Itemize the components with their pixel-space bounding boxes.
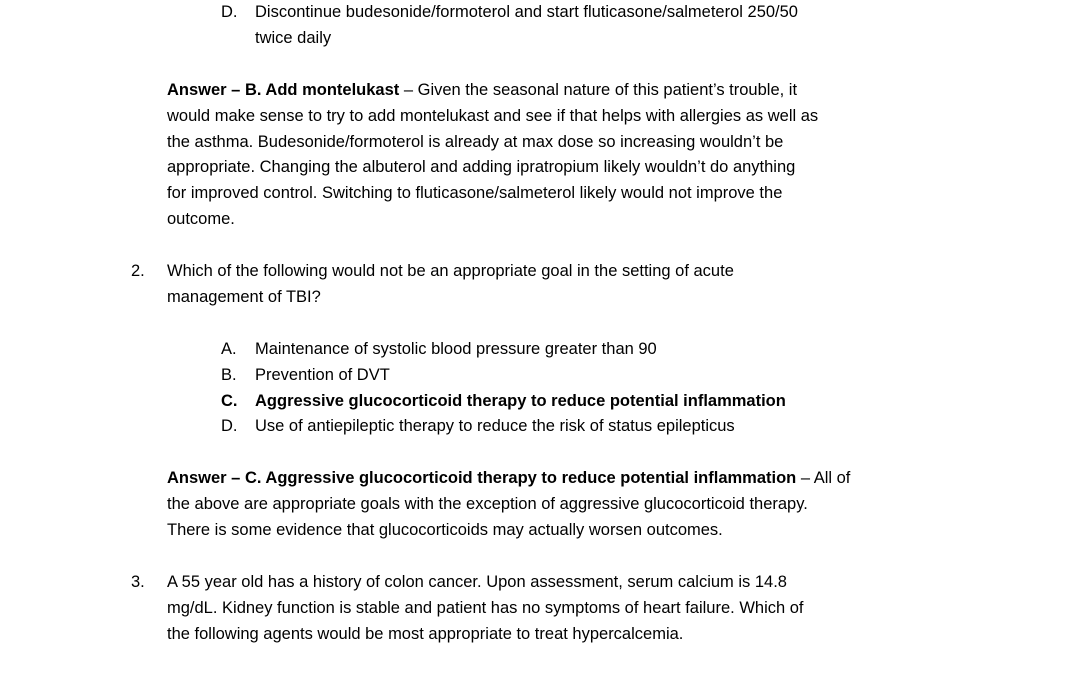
q2-question-line1: Which of the following would not be an appropriate goal in the setting of acute [167,262,734,280]
q2-option-a-text: Maintenance of systolic blood pressure greater than 90 [255,340,657,358]
q1-answer-line4: appropriate. Changing the albuterol and adding ipratropium likely wouldn’t do anything [167,158,796,176]
q2-option-c-text: Aggressive glucocorticoid therapy to reduce potential inflammation [255,392,786,410]
q1-answer-line2: would make sense to try to add montelukast and see if that helps with allergies as well as [167,107,819,125]
q3-question-line3: the following agents would be most appropriate to treat hypercalcemia. [167,625,684,643]
q2-number: 2. [131,262,145,280]
q2-option-d-letter: D. [221,417,238,435]
q2-answer-label: Answer – C. Aggressive glucocorticoid therapy to reduce potential inflammation [167,469,797,487]
q3-number: 3. [131,573,145,591]
q2-answer-line1 [167,466,850,492]
q1-option-d-letter: D. [221,3,238,21]
q3-question-line1: A 55 year old has a history of colon cancer. Upon assessment, serum calcium is 14.8 [167,573,787,591]
q2-option-b-text: Prevention of DVT [255,366,390,384]
q1-answer-line1 [167,78,797,104]
q2-answer-line3: There is some evidence that glucocorticoids may actually worsen outcomes. [167,521,723,539]
q2-option-b-letter: B. [221,366,237,384]
q2-option-c-letter: C. [221,392,238,410]
q1-option-d-text-line2: twice daily [255,29,332,47]
q2-answer-line2: the above are appropriate goals with the exception of aggressive glucocorticoid therapy. [167,495,808,513]
q1-option-d-text-line1: Discontinue budesonide/formoterol and start fluticasone/salmeterol 250/50 [255,3,798,21]
q1-answer-line6: outcome. [167,210,235,228]
q1-answer-line3: the asthma. Budesonide/formoterol is already at max dose so increasing wouldn’t be [167,133,784,151]
q2-option-d-text: Use of antiepileptic therapy to reduce the risk of status epilepticus [255,417,735,435]
q2-question-line2: management of TBI? [167,288,321,306]
q3-question-line2: mg/dL. Kidney function is stable and patient has no symptoms of heart failure. Which of [167,599,804,617]
q2-answer-text: – All of [796,469,851,487]
q1-answer-label: Answer – B. Add montelukast [167,81,400,99]
q2-option-a-letter: A. [221,340,237,358]
q1-answer-line5: for improved control. Switching to fluticasone/salmeterol likely would not improve the [167,184,783,202]
q1-answer-text: – Given the seasonal nature of this patient’s trouble, it [399,81,798,99]
